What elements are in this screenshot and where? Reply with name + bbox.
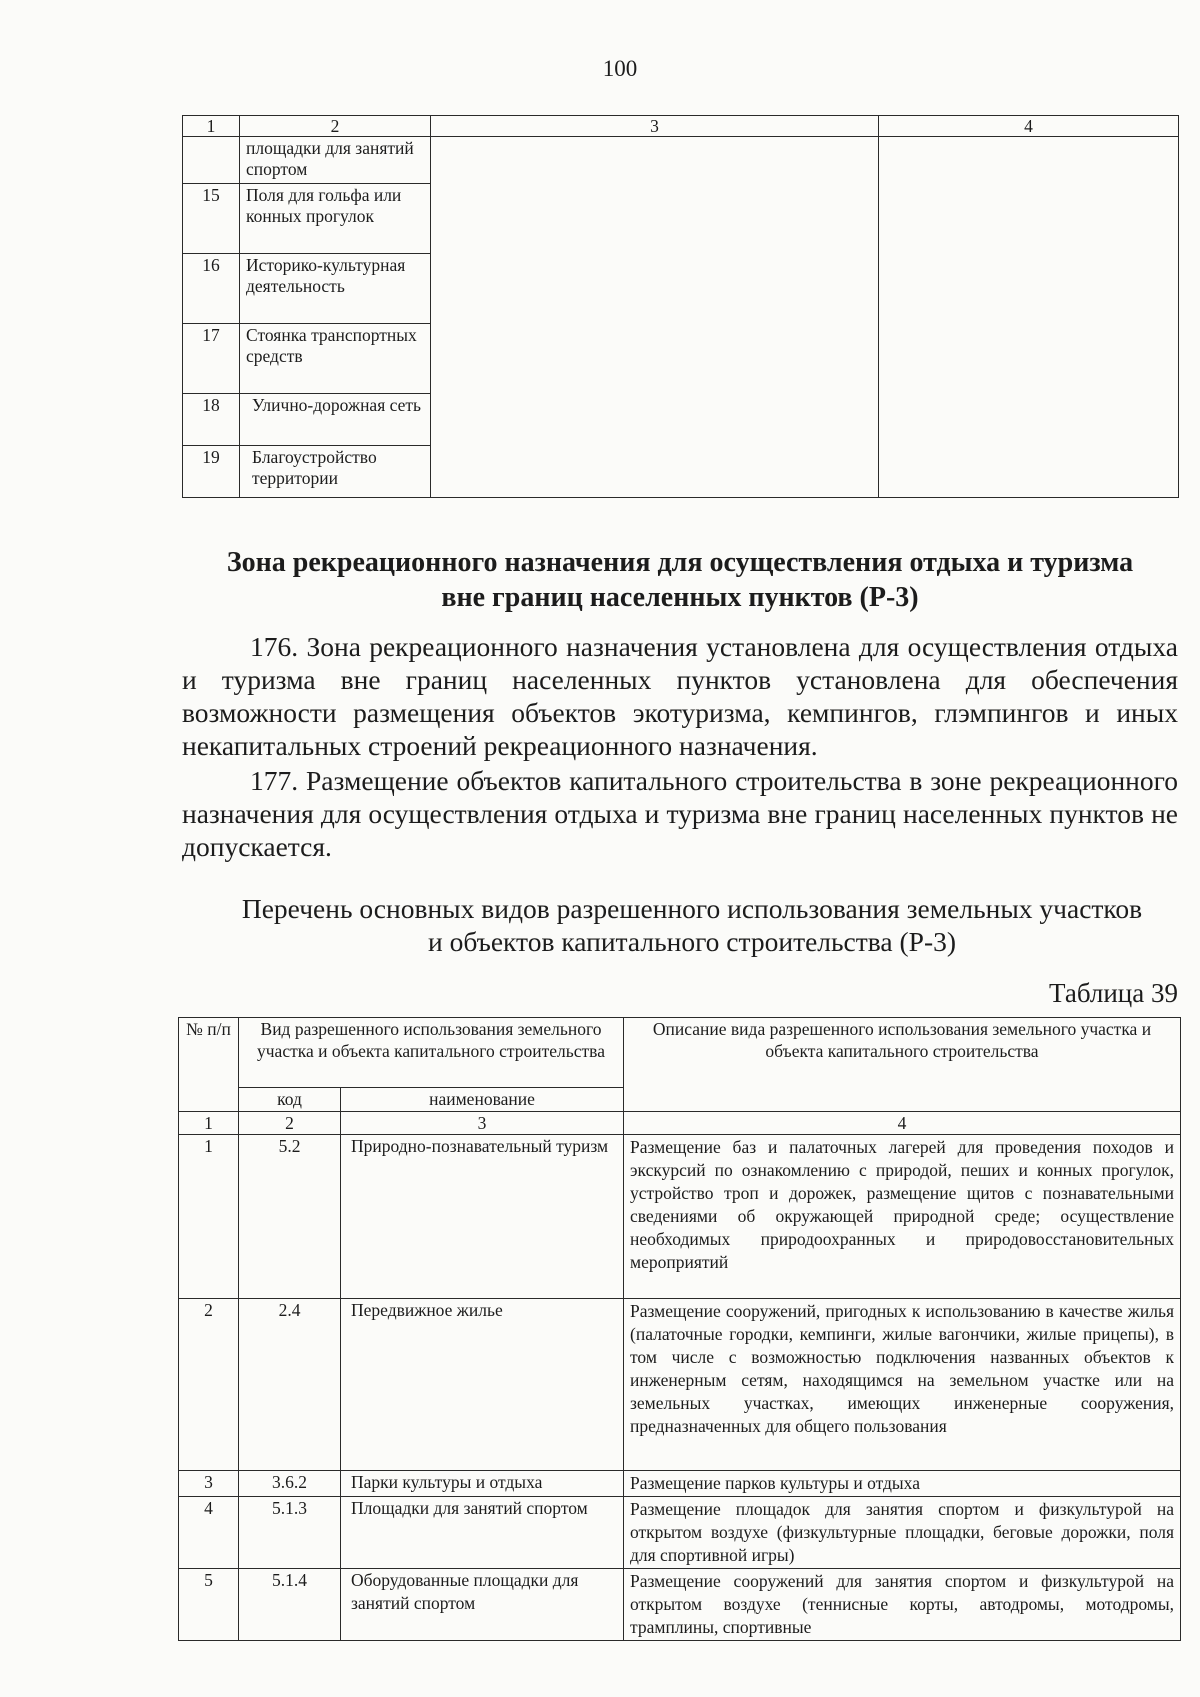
paragraph-text: 176. Зона рекреационного назначения установлена для осуществления отдыха и туризма вне границ населенных пунктов установлена для обеспечения возможности размещения объектов экотуризма, кемпингов, глэмпингов и иных некапитальных строений рекреационного назначения.: [182, 631, 1178, 761]
row-code: 5.2: [239, 1135, 341, 1299]
table-row: [179, 1471, 1181, 1497]
table-row: [183, 137, 1179, 184]
continuation-table-header: [183, 116, 1179, 137]
table-header: [179, 1018, 1181, 1088]
row-number: 15: [183, 184, 240, 254]
empty-cell: [431, 137, 879, 498]
row-name: Историко-культурная деятельность: [240, 254, 431, 324]
header-description: Описание вида разрешенного использования земельного участка и объекта капитального строительства: [624, 1018, 1181, 1112]
table-row: [179, 1135, 1181, 1299]
continuation-table: [182, 115, 1179, 498]
table-row: [179, 1497, 1181, 1569]
row-code: 2.4: [239, 1299, 341, 1471]
header-num: № п/п: [179, 1018, 239, 1112]
row-name: Поля для гольфа или конных прогулок: [240, 184, 431, 254]
zone-title-line: вне границ населенных пунктов (Р-3): [441, 582, 919, 613]
col-number: 3: [341, 1112, 624, 1135]
col-number: 2: [239, 1112, 341, 1135]
row-name: Оборудованные площадки для занятий спортом: [341, 1569, 624, 1641]
table-label: Таблица 39: [1049, 978, 1178, 1008]
row-number: 4: [179, 1497, 239, 1569]
col-header: 2: [240, 116, 431, 137]
paragraph-text: 177. Размещение объектов капитального строительства в зоне рекреационного назначения для осуществления отдыха и туризма вне границ населенных пунктов не допускается.: [182, 765, 1178, 862]
table-row: [179, 1299, 1181, 1471]
row-name: Передвижное жилье: [341, 1299, 624, 1471]
row-number: 16: [183, 254, 240, 324]
col-header: 4: [879, 116, 1179, 137]
col-header: 1: [183, 116, 240, 137]
row-number: 2: [179, 1299, 239, 1471]
row-name: Природно-познавательный туризм: [341, 1135, 624, 1299]
page-number: 100: [602, 56, 638, 81]
row-name: Благоустройство территории: [240, 446, 431, 498]
column-number-row: [179, 1112, 1181, 1135]
header-code: код: [239, 1088, 341, 1112]
table-row: [179, 1569, 1181, 1641]
row-number: 5: [179, 1569, 239, 1641]
row-code: 3.6.2: [239, 1471, 341, 1497]
header-name: наименование: [341, 1088, 624, 1112]
col-number: 4: [624, 1112, 1181, 1135]
row-description: Размещение площадок для занятия спортом и физкультурой на открытом воздухе (физкультурные площадки, беговые дорожки, поля для спортивной игры): [624, 1497, 1181, 1569]
row-number: 19: [183, 446, 240, 498]
row-number: 17: [183, 324, 240, 394]
row-description: Размещение парков культуры и отдыха: [624, 1471, 1181, 1497]
row-description: Размещение сооружений для занятия спортом и физкультурой на открытом воздухе (теннисные корты, автодромы, мотодромы, трамплины, спортивные: [624, 1569, 1181, 1641]
row-name: Парки культуры и отдыха: [341, 1471, 624, 1497]
row-number: 18: [183, 394, 240, 446]
empty-cell: [879, 137, 1179, 498]
row-code: 5.1.4: [239, 1569, 341, 1641]
row-name: площадки для занятий спортом: [240, 137, 431, 184]
list-title-line: Перечень основных видов разрешенного использования земельных участков: [241, 893, 1143, 924]
row-name: Улично-дорожная сеть: [240, 394, 431, 446]
col-number: 1: [179, 1112, 239, 1135]
paragraph-177: [182, 764, 1178, 863]
list-title: [182, 892, 1200, 958]
permitted-use-table: [178, 1017, 1181, 1641]
col-header: 3: [431, 116, 879, 137]
header-type: Вид разрешенного использования земельного участка и объекта капитального строительства: [239, 1018, 624, 1088]
paragraph-176: [182, 630, 1178, 762]
row-description: Размещение сооружений, пригодных к использованию в качестве жилья (палаточные городки, кемпинги, жилые вагончики, жилые прицепы), в том числе с возможностью подключения названных объектов к инженерным сетям, находящимся на земельном участке или на земельных участках, имеющих инженерные сооружения, предназначенных для общего пользования: [624, 1299, 1181, 1471]
row-number: 3: [179, 1471, 239, 1497]
row-code: 5.1.3: [239, 1497, 341, 1569]
row-description: Размещение баз и палаточных лагерей для проведения походов и экскурсий по ознакомлению с природой, пеших и конных прогулок, устройство троп и дорожек, размещение щитов с познавательными сведениями об окружающей природной среде; осуществление необходимых природоохранных и природовосстановительных мероприятий: [624, 1135, 1181, 1299]
list-title-line: и объектов капитального строительства (Р-3): [427, 926, 957, 957]
zone-title-line: Зона рекреационного назначения для осуществления отдыха и туризма: [226, 547, 1134, 578]
row-number: [183, 137, 240, 184]
row-name: Стоянка транспортных средств: [240, 324, 431, 394]
row-number: 1: [179, 1135, 239, 1299]
zone-title: [182, 545, 1178, 615]
row-name: Площадки для занятий спортом: [341, 1497, 624, 1569]
